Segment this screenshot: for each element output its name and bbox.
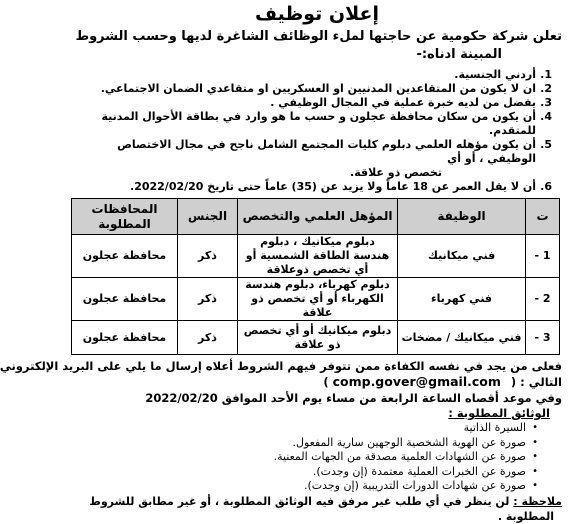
condition-text: أن يكون من سكان محافظة عجلون و حسب ما هو وارد في بطاقة الأحوال المدنية للمتقدم. [101, 110, 536, 137]
documents-list [72, 421, 562, 494]
condition-item [72, 110, 552, 138]
row-qualification: دبلوم ميكانيك ، دبلوم هندسة الطاقة الشمسية أو أي تخصص ذوعلاقة [238, 235, 398, 278]
email-address: comp.gover@gmail.com [332, 374, 501, 389]
condition-item [72, 96, 552, 110]
header-governorates: المحافظات المطلوبة [72, 199, 178, 235]
row-gender: ذكر [178, 278, 238, 321]
document-text: صورة عن الخبرات العملية معتمدة (إن وجدت). [312, 464, 526, 478]
row-governorate: محافظة عجلون [72, 235, 178, 278]
condition-text: أردني الجنسية. [454, 68, 536, 81]
condition-item [72, 68, 552, 82]
intro-line-2: المبينة ادناه:- [416, 47, 502, 62]
document-text: صورة عن شهادات الدورات التدريبية (إن وجدت). [303, 479, 526, 492]
table-row [72, 278, 560, 321]
note-label: ملاحظة : [513, 494, 562, 508]
condition-item [72, 82, 552, 96]
document-text: السيرة الذاتية [463, 421, 526, 434]
conditions-list [72, 68, 562, 194]
email-prefix: التالي : ( [510, 375, 562, 389]
condition-text: يفضل من لديه خبرة عملية في المجال الوظيفي . [270, 96, 536, 109]
note-line [72, 494, 562, 509]
document-item [72, 436, 538, 451]
condition-number: 4. [540, 110, 552, 123]
header-job: الوظيفة [398, 199, 526, 235]
row-gender: ذكر [178, 235, 238, 278]
condition-text: أن لا يقل العمر عن 18 عاماً ولا يزيد عن (35) عاماً حتى تاريخ 2022/02/20. [130, 180, 536, 193]
document-text: صورة عن الهوية الشخصية الوجهين سارية المفعول. [292, 435, 526, 449]
intro-line-1: تعلن شركة حكومية عن حاجتها لملء الوظائف الشاغرة لديها وحسب الشروط [75, 29, 562, 44]
header-number: ت [526, 199, 560, 235]
row-governorate: محافظة عجلون [72, 278, 178, 321]
row-qualification: دبلوم ميكانيك أو أي تخصص ذو علاقة [238, 321, 398, 355]
document-item [72, 450, 538, 465]
bullet-icon: • [532, 436, 538, 448]
condition-text: أن يكون مؤهله العلمي دبلوم كليات المجتمع الشامل ناجح في مجال الاختصاص الوظيفي ، أو أي [117, 138, 536, 165]
row-number: 3 - [526, 321, 560, 355]
bullet-icon: • [532, 451, 538, 462]
bullet-icon: • [532, 422, 538, 433]
note-text: لن ينظر في أي طلب غير مرفق فيه الوثائق المطلوبة ، أو غير مطابق للشروط [89, 494, 514, 508]
row-job: فني ميكانيك [398, 235, 526, 278]
document-item [72, 479, 538, 494]
ad-title: إعلان توظيف [254, 3, 380, 25]
document-item [72, 465, 538, 480]
condition-text: ان لا يكون من المتقاعدين المدنيين او العسكريين او متقاعدي الضمان الاجتماعي. [100, 82, 536, 95]
row-job: فني كهرباء [398, 278, 526, 321]
documents-title: الوثائق المطلوبة : [448, 406, 550, 420]
row-job: فني ميكانيك / مضخات [398, 321, 526, 355]
row-number: 2 - [526, 278, 560, 321]
apply-email-line [72, 374, 562, 390]
document-item [72, 421, 538, 436]
bullet-icon: • [532, 480, 538, 491]
condition-number: 3. [540, 96, 552, 109]
table-header-row [72, 199, 560, 235]
condition-item [72, 138, 552, 166]
row-qualification: دبلوم كهرباء، دبلوم هندسة الكهرباء أو أي تخصص ذو علاقة [238, 278, 398, 321]
apply-instructions: فعلى من يجد في نفسه الكفاءة ممن تتوفر فيهم الشروط أعلاه إرسال ما يلي على البريد الإلكتروني [0, 359, 562, 373]
header-gender: الجنس [178, 199, 238, 235]
header-qualification: المؤهل العلمي والتخصص [238, 199, 398, 235]
condition-number: 5. [540, 138, 552, 151]
condition-number: 1. [540, 68, 552, 81]
document-text: صورة عن الشهادات العلمية مصدقة من الجهات المعنية. [273, 450, 526, 463]
condition-number: 2. [540, 82, 552, 95]
email-suffix: ) [323, 375, 329, 389]
deadline-line: وفي موعد أقصاه الساعة الرابعة من مساء يوم الأحد الموافق 2022/02/20 [145, 391, 562, 405]
row-number: 1 - [526, 235, 560, 278]
bullet-icon: • [532, 465, 538, 477]
condition-continuation: تخصص ذو علاقة. [350, 166, 442, 179]
row-governorate: محافظة عجلون [72, 321, 178, 355]
row-gender: ذكر [178, 321, 238, 355]
table-row [72, 235, 560, 278]
table-row [72, 321, 560, 355]
condition-item [72, 180, 552, 194]
jobs-table [71, 198, 560, 355]
condition-number: 6. [540, 180, 552, 193]
note-line-2: المطلوبة . [497, 509, 554, 523]
